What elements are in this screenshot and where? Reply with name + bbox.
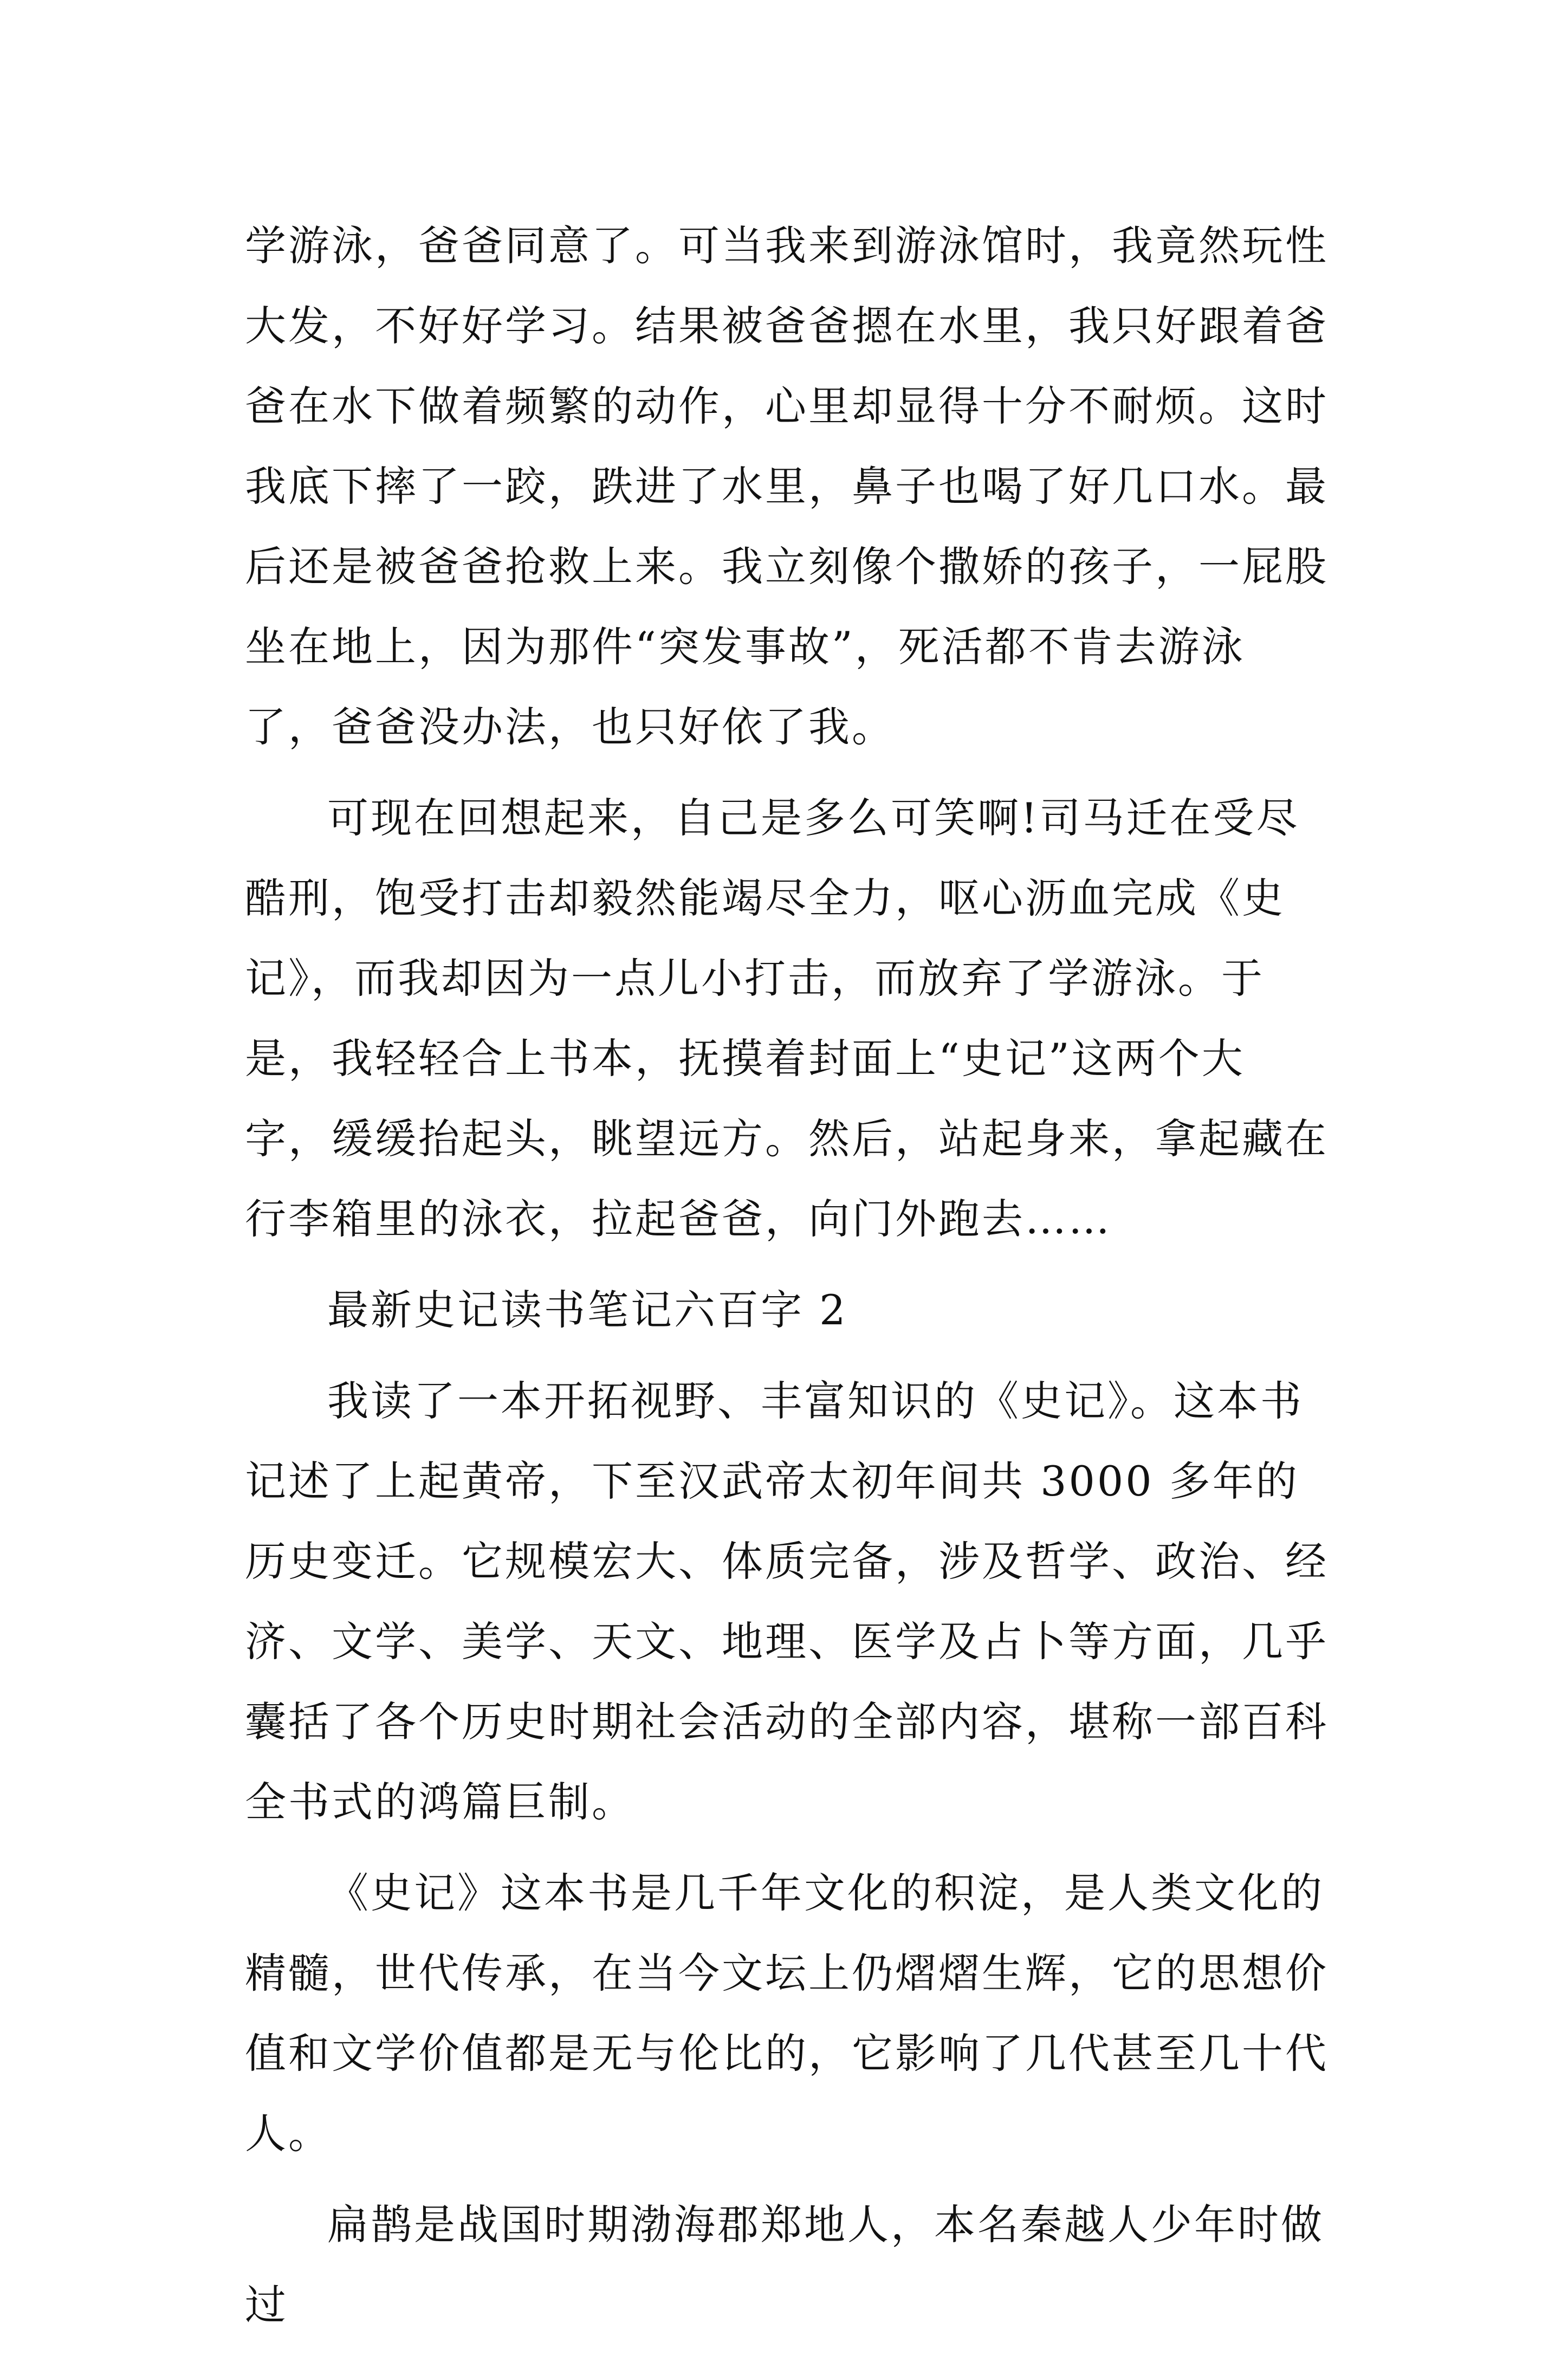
paragraph-5: 扁鹊是战国时期渤海郡郑地人，本名秦越人少年时做过 [245, 2200, 1324, 2329]
paragraph-3: 我读了一本开拓视野、丰富知识的《史记》。这本书记述了上起黄帝，下至汉武帝太初年间共 3000 多年的历史变迁。它规模宏大、体质完备，涉及哲学、政治、经济、文学、美学、天文、地理、医学及占卜等方面，几乎囊括了各个历史时期社会活动的全部内容，堪称一部百科全书式的鸿篇巨制。 [245, 1377, 1329, 1826]
section-heading: 最新史记读书笔记六百字 2 [327, 1286, 848, 1334]
document-body [245, 206, 1329, 2356]
paragraph-1: 学游泳，爸爸同意了。可当我来到游泳馆时，我竟然玩性大发，不好好学习。结果被爸爸摁在水里，我只好跟着爸爸在水下做着频繁的动作，心里却显得十分不耐烦。这时我底下摔了一跤，跌进了水里，鼻子也喝了好几口水。最后还是被爸爸抢救上来。我立刻像个撒娇的孩子，一屁股坐在地上，因为那件“突发事故”，死活都不肯去游泳了，爸爸没办法，也只好依了我。 [245, 222, 1329, 751]
paragraph-2: 可现在回想起来，自己是多么可笑啊!司马迁在受尽酷刑，饱受打击却毅然能竭尽全力，呕心沥血完成《史记》，而我却因为一点儿小打击，而放弃了学游泳。于是，我轻轻合上书本，抚摸着封面上“史记”这两个大字，缓缓抬起头，眺望远方。然后，站起身来，拿起藏在行李箱里的泳衣，拉起爸爸，向门外跑去…… [245, 794, 1329, 1243]
paragraph-4: 《史记》这本书是几千年文化的积淀，是人类文化的精髓，世代传承，在当今文坛上仍熠熠生辉，它的思想价值和文学价值都是无与伦比的，它影响了几代甚至几十代人。 [245, 1869, 1329, 2158]
